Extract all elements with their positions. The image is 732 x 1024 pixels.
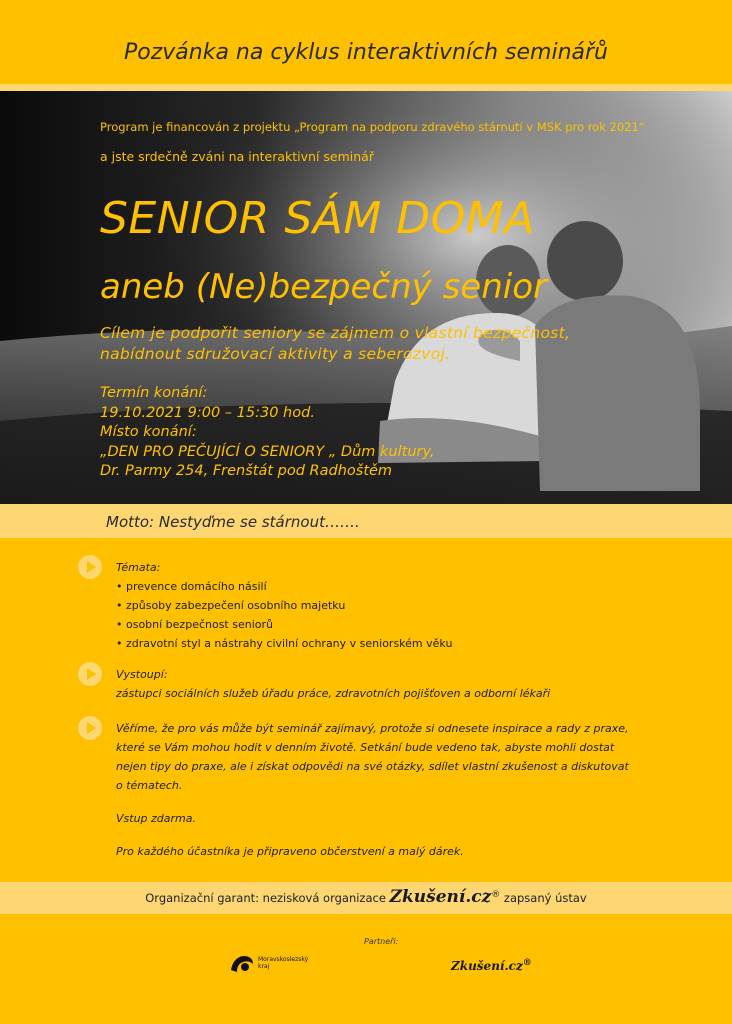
entry-note: Vstup zdarma.	[116, 812, 196, 825]
speakers-label: Vystoupí:	[116, 668, 168, 681]
organizer-line	[0, 887, 732, 907]
invitation-line: a jste srdečně zváni na interaktivní seminář	[100, 149, 374, 164]
event-info	[100, 384, 435, 482]
motto-text: Motto: Nestyďme se stárnout…….	[106, 513, 360, 531]
header	[0, 0, 732, 84]
aim-line: nabídnout sdružovací aktivity a seberozvoj.	[100, 345, 451, 363]
speakers-block	[116, 665, 550, 703]
zkuseni-brand: Zkušení.cz	[389, 887, 492, 907]
speakers-text: zástupci sociálních služeb úřadu práce, zdravotních pojišťoven a odborní lékaři	[116, 687, 551, 700]
topics-label: Témata:	[116, 561, 161, 574]
organizer-bar	[0, 882, 732, 914]
belief-line: které se Vám mohou hodit v denním životě. Setkání bude vedeno tak, abyste mohli dostat	[116, 741, 615, 754]
organizer-suffix: zapsaný ústav	[503, 891, 587, 905]
organizer-prefix: Organizační garant: nezisková organizace	[145, 891, 386, 905]
motto-bar	[0, 504, 732, 538]
aim-line: Cílem je podpořit seniory se zájmem o vlastní bezpečnost,	[100, 324, 571, 342]
play-bullet-icon	[78, 662, 102, 686]
term-label: Termín konání:	[100, 385, 208, 401]
belief-line: nejen tipy do praxe, ale i získat odpovědi na své otázky, sdílet vlastní zkušenost a diskutovat	[116, 760, 629, 773]
topic-item: • osobní bezpečnost seniorů	[116, 618, 273, 631]
place-line: „DEN PRO PEČUJÍCÍ O SENIORY „ Dům kultury,	[100, 443, 435, 460]
partner-zkuseni-logo: Zkušení.cz®	[451, 958, 532, 973]
topics-block	[116, 558, 452, 653]
belief-block	[116, 719, 629, 861]
belief-line: Věříme, že pro vás může být seminář zajímavý, protože si odnesete inspirace a rady z praxe,	[116, 722, 629, 735]
financing-note: Program je financován z projektu „Program na podporu zdravého stárnutí v MSK pro rok 2021“	[100, 120, 645, 134]
seminar-subheadline: aneb (Ne)bezpečný senior	[100, 267, 547, 307]
partners-label: Partneři:	[364, 937, 399, 946]
msk-region-name: Moravskoslezský kraj	[258, 956, 309, 970]
topic-item: • způsoby zabezpečení osobního majetku	[116, 599, 346, 612]
belief-line: o tématech.	[116, 779, 183, 792]
invitation-title: Pozvánka na cyklus interaktivních seminářů	[124, 40, 608, 65]
play-bullet-icon	[78, 555, 102, 579]
play-bullet-icon	[78, 716, 102, 740]
term-value: 19.10.2021 9:00 – 15:30 hod.	[100, 404, 315, 421]
place-line: Dr. Parmy 254, Frenštát pod Radhoštěm	[100, 463, 393, 479]
msk-region-logo-icon	[229, 952, 255, 976]
topic-item: • zdravotní styl a nástrahy civilní ochrany v seniorském věku	[116, 637, 453, 650]
header-strip	[0, 84, 732, 91]
hero-photo-section	[0, 91, 732, 504]
topic-item: • prevence domácího násilí	[116, 580, 267, 593]
seminar-headline: SENIOR SÁM DOMA	[100, 193, 535, 244]
seminar-aim	[100, 323, 570, 365]
registered-mark: ®	[491, 890, 501, 901]
place-label: Místo konání:	[100, 424, 197, 440]
gift-note: Pro každého účastníka je připraveno občerstvení a malý dárek.	[116, 845, 464, 858]
